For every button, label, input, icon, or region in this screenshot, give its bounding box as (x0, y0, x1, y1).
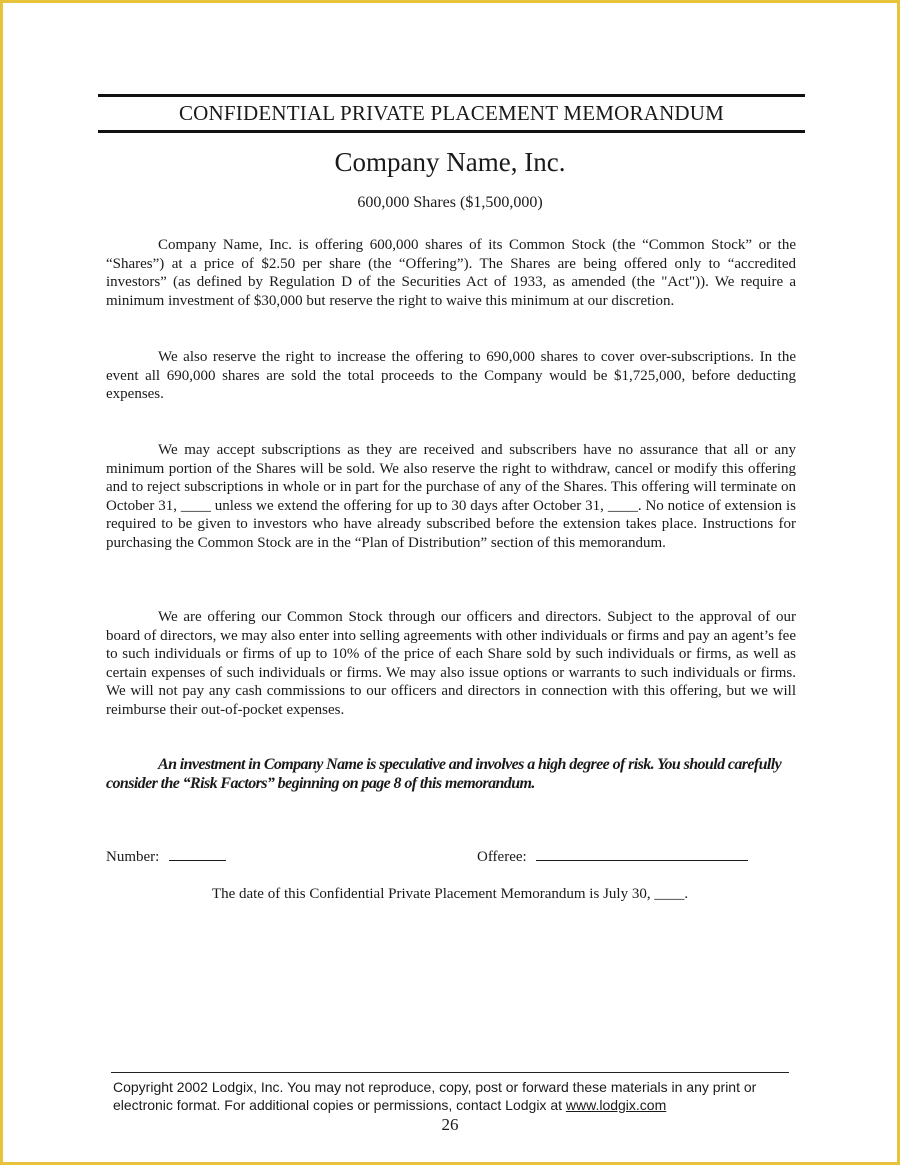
number-field (106, 849, 226, 866)
risk-statement (106, 755, 796, 793)
paragraph-subscriptions-text: We may accept subscriptions as they are received and subscribers have no assurance that all or any minimum portion of the Shares will be sold. We also reserve the right to withdraw, cancel or modify this offering and to reject subscriptions in whole or in part for the purchase of any of the Shares. This offering will terminate on October 31, ____ unless we extend the offering for up to 30 days after October 31, ____. No notice of extension is required to be given to investors who have already subscribed before the extension takes place. Instructions for purchasing the Common Stock are in the “Plan of Distribution” section of this memorandum. (106, 442, 796, 551)
date-line: The date of this Confidential Private Placement Memorandum is July 30, ____. (211, 886, 689, 902)
offeree-blank (536, 859, 748, 861)
number-label: Number: (106, 849, 160, 865)
paragraph-selling-agents-text: We are offering our Common Stock through our officers and directors. Subject to the approval of our board of directors, we may also enter into selling agreements with other individuals or firms and pay an agent’s fee to such individuals or firms of up to 10% of the price of each Share sold by such individuals or firms, as well as certain expenses of such individuals or firms. We may also issue options or warrants to such individuals or firms. We will not pay any cash commissions to our officers and directors in connection with this offering, but we will reimburse their out-of-pocket expenses. (106, 609, 796, 718)
footer-rule (111, 1072, 789, 1073)
risk-statement-text: An investment in Company Name is speculative and involves a high degree of risk. You should carefully consider the “Risk Factors” beginning on page 8 of this memorandum. (106, 756, 782, 792)
paragraph-oversubscription-text: We also reserve the right to increase the offering to 690,000 shares to cover over-subscriptions. In the event all 690,000 shares are sold the total proceeds to the Company would be $1,725,000, before deducting expenses. (106, 349, 796, 403)
header-title: CONFIDENTIAL PRIVATE PLACEMENT MEMORANDUM (178, 101, 725, 125)
page-number: 26 (441, 1115, 459, 1134)
paragraph-oversubscription (106, 348, 796, 404)
number-blank (169, 859, 226, 861)
paragraph-offering (106, 236, 796, 310)
offeree-field (477, 849, 748, 866)
paragraph-selling-agents (106, 608, 796, 720)
company-name: Company Name, Inc. (334, 147, 566, 177)
header-bottom-rule (98, 130, 805, 133)
lodgix-link[interactable]: www.lodgix.com (565, 1097, 667, 1113)
paragraph-offering-text: Company Name, Inc. is offering 600,000 shares of its Common Stock (the “Common Stock” or the “Shares”) at a price of $2.50 per share (the “Offering”). The Shares are being offered only to “accredited investors” (as defined by Regulation D of the Securities Act of 1933, as amended (the "Act")). We require a minimum investment of $30,000 but reserve the right to waive this minimum at our discretion. (106, 237, 796, 309)
footer-text: Copyright 2002 Lodgix, Inc. You may not reproduce, copy, post or forward these materials in any print or electronic format. For additional copies or permissions, contact Lodgix at (113, 1079, 757, 1113)
shares-line: 600,000 Shares ($1,500,000) (357, 194, 543, 211)
paragraph-subscriptions (106, 441, 796, 553)
header-top-rule (98, 94, 805, 97)
copyright-footer (113, 1078, 803, 1114)
offeree-label: Offeree: (477, 849, 527, 865)
